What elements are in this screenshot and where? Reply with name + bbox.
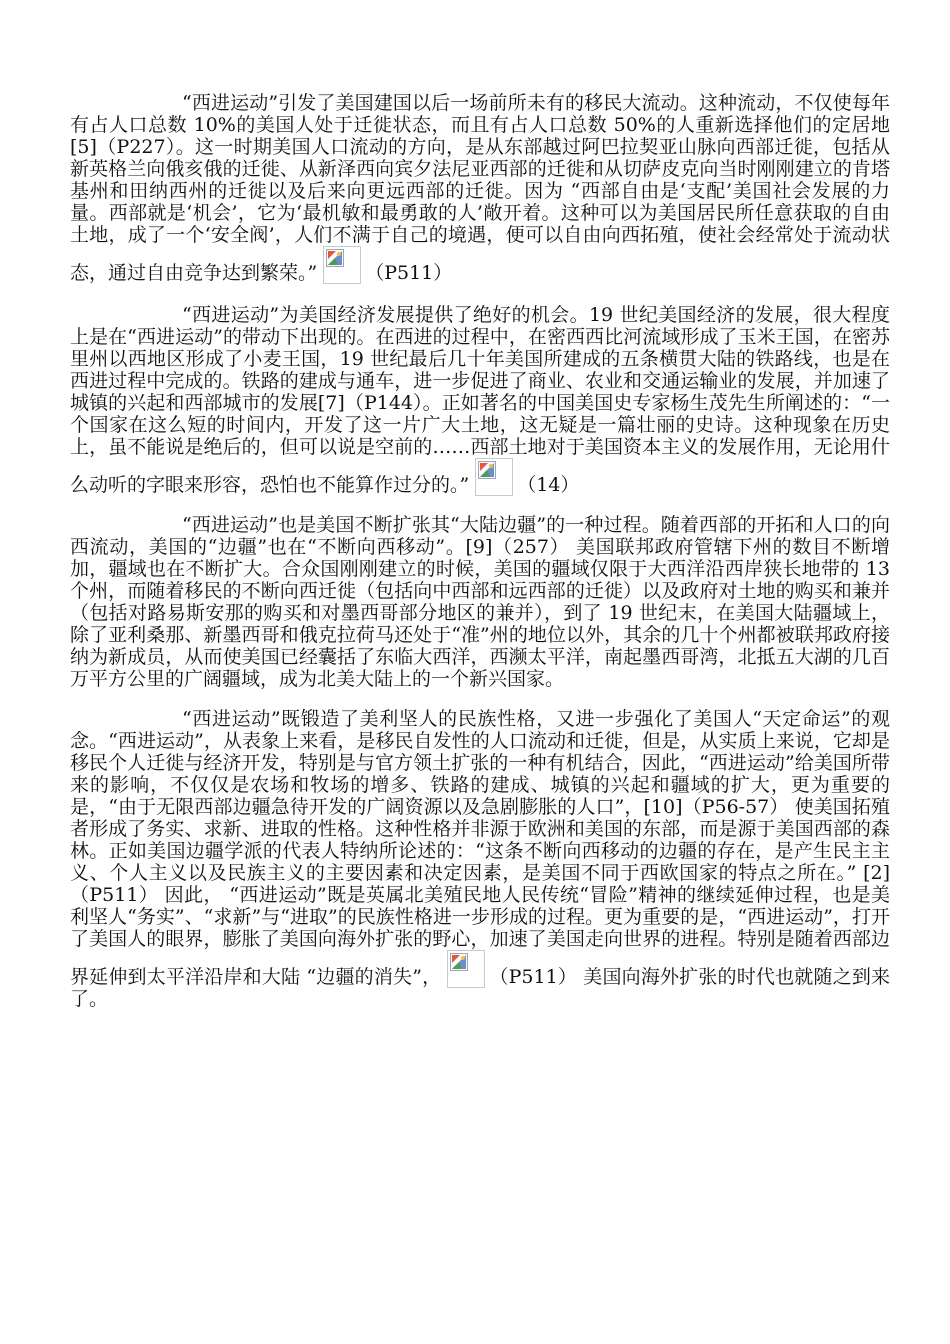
paragraph-4-citation: （P511） 美国向海外扩张的时代也就随之到来了。 (70, 966, 890, 1010)
paragraph-1-citation: （P511） (365, 262, 453, 284)
paragraph-4 (70, 708, 890, 1010)
broken-image-icon (447, 950, 485, 988)
paragraph-2-citation: （14） (517, 474, 580, 496)
paragraph-4-text: “西进运动”既锻造了美利坚人的民族性格，又进一步强化了美国人“天定命运”的观念。“西进运动”，从表象上来看，是移民自发性的人口流动和迁徙，但是，从实质上来说，它却是移民个人迁徙与经济开发，特别是与官方领土扩张的一种有机结合，因此，“西进运动”给美国所带来的影响，不仅仅是农场和牧场的增多、铁路的建成、城镇的兴起和疆域的扩大，更为重要的是，“由于无限西部边疆急待开发的广阔资源以及急剧膨胀的人口”，[10]（P56-57） 使美国拓殖者形成了务实、求新、进取的性格。这种性格并非源于欧洲和美国的东部，而是源于美国西部的森林。正如美国边疆学派的代表人特纳所论述的：“这条不断向西移动的边疆的存在，是产生民主主义、个人主义以及民族主义的主要因素和决定因素，是美国不同于西欧国家的特点之所在。” [2]（P511） 因此， “西进运动”既是英属北美殖民地人民传统“冒险”精神的继续延伸过程，也是美利坚人“务实”、“求新”与“进取”的民族性格进一步形成的过程。更为重要的是，“西进运动”，打开了美国人的眼界，膨胀了美国向海外扩张的野心，加速了美国走向世界的进程。特别是随着西部边界延伸到太平洋沿岸和大陆 “边疆的消失”， (70, 708, 890, 988)
broken-image-icon (475, 458, 513, 496)
paragraph-3-text: “西进运动”也是美国不断扩张其“大陆边疆”的一种过程。随着西部的开拓和人口的向西流动，美国的“边疆”也在“不断向西移动”。[9]（257） 美国联邦政府管辖下州的数目不断增加，疆域也在不断扩大。合众国刚刚建立的时候，美国的疆域仅限于大西洋沿西岸狭长地带的 13 个州，而随着移民的不断向西迁徙（包括向中西部和远西部的迁徙）以及政府对土地的购买和兼并（包括对路易斯安那的购买和对墨西哥部分地区的兼并），到了 19 世纪末，在美国大陆疆域上，除了亚利桑那、新墨西哥和俄克拉荷马还处于“准”州的地位以外，其余的几十个州都被联邦政府接纳为新成员，从而使美国已经囊括了东临大西洋，西濒太平洋，南起墨西哥湾，北抵五大湖的几百万平方公里的广阔疆域，成为北美大陆上的一个新兴国家。 (70, 514, 890, 690)
paragraph-3 (70, 514, 890, 690)
paragraph-2-text: “西进运动”为美国经济发展提供了绝好的机会。19 世纪美国经济的发展，很大程度上是在“西进运动”的带动下出现的。在西进的过程中，在密西西比河流域形成了玉米王国，在密苏里州以西地区形成了小麦王国，19 世纪最后几十年美国所建成的五条横贯大陆的铁路线，也是在西进过程中完成的。铁路的建成与通车，进一步促进了商业、农业和交通运输业的发展，并加速了城镇的兴起和西部城市的发展[7]（P144）。正如著名的中国美国史专家杨生茂先生所阐述的：“一个国家在这么短的时间内，开发了这一片广大土地，这无疑是一篇壮丽的史诗。这种现象在历史上，虽不能说是绝后的，但可以说是空前的……西部土地对于美国资本主义的发展作用，无论用什么动听的字眼来形容，恐怕也不能算作过分的。” (70, 304, 890, 496)
document-body (70, 92, 890, 1028)
paragraph-1 (70, 92, 890, 284)
paragraph-1-text: “西进运动”引发了美国建国以后一场前所未有的移民大流动。这种流动，不仅使每年有占人口总数 10%的美国人处于迁徙状态，而且有占人口总数 50%的人重新选择他们的定居地[5]（P227）。这一时期美国人口流动的方向，是从东部越过阿巴拉契亚山脉向西部迁徙，包括从新英格兰向俄亥俄的迁徙、从新泽西向宾夕法尼亚西部的迁徙和从切萨皮克向当时刚刚建立的肯塔基州和田纳西州的迁徙以及后来向更远西部的迁徙。因为 “西部自由是‘支配’美国社会发展的力量。西部就是‘机会’，它为‘最机敏和最勇敢的人’敞开着。这种可以为美国居民所任意获取的自由土地，成了一个‘安全阀’，人们不满于自己的境遇，便可以自由向西拓殖，使社会经常处于流动状态，通过自由竞争达到繁荣。” (70, 92, 890, 284)
broken-image-icon (323, 246, 361, 284)
paragraph-2 (70, 304, 890, 496)
